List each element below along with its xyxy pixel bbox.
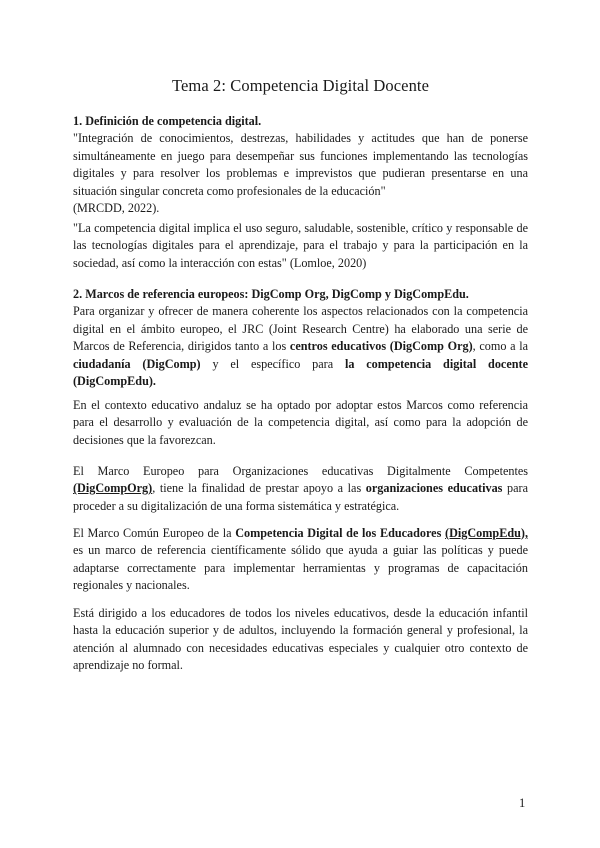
paragraph-educators	[73, 605, 528, 675]
text-run: , como a la	[472, 339, 528, 354]
paragraph-digcompedu-text	[73, 525, 528, 595]
bold-centros-educativos: centros educativos (DigComp Org)	[289, 339, 473, 354]
text-run: para proceder a su digitalización de una forma sistemática y estratégica.	[73, 481, 528, 513]
paragraph-digcomporg	[73, 463, 528, 515]
quote-lomloe	[73, 220, 528, 272]
quote-lomloe-text: "La competencia digital implica el uso seguro, saludable, sostenible, crítico y responsable de las tecnologías digitales para el aprendizaje, para el trabajo y para la participación en la sociedad, así como la interacción con estas" (Lomloe, 2020)	[73, 221, 528, 270]
section-heading-definition: 1. Definición de competencia digital.	[73, 114, 262, 128]
bold-digcompedu: (DigCompEdu),	[445, 526, 528, 540]
quote-mrcdd: "Integración de conocimientos, destrezas, habilidades y actitudes que han de ponerse simultáneamente en juego para desempeñar sus funciones implementando las tecnologías digitales y para resolver los problemas e imprevistos que pudieran presentarse en una situación singular concreta como profesionales de la educación"	[73, 131, 528, 198]
text-run: es un marco de referencia científicamente sólido que ayuda a guiar las políticas y puede adaptarse correctamente para implementar herramientas y programas de capacitación regionales y nacionales.	[73, 543, 528, 593]
section-definition	[73, 113, 528, 217]
text-run: El Marco Europeo para Organizaciones educativas Digitalmente Competentes	[73, 464, 528, 478]
document-title: Tema 2: Competencia Digital Docente	[171, 76, 430, 95]
paragraph-educators-text: Está dirigido a los educadores de todos los niveles educativos, desde la educación infantil hasta la educación superior y de adultos, incluyendo la formación general y profesional, la atención al alumnado con necesidades educativas especiales y cualquier otro contexto de aprendizaje no formal.	[73, 606, 528, 673]
bold-competencia-docente: la competencia digital docente (DigCompEdu).	[73, 356, 528, 389]
paragraph-andalucia	[73, 397, 528, 449]
paragraph-digcompedu	[73, 525, 528, 595]
paragraph-frameworks-intro	[73, 303, 528, 390]
bold-ciudadania: ciudadanía (DigComp)	[73, 356, 201, 371]
page-number: 1	[519, 796, 526, 810]
bold-digcomporg: (DigCompOrg)	[73, 481, 153, 496]
section-heading-frameworks: 2. Marcos de referencia europeos: DigComp Org, DigComp y DigCompEdu.	[73, 287, 469, 301]
paragraph-andalucia-text: En el contexto educativo andaluz se ha optado por adoptar estos Marcos como referencia para el desarrollo y evaluación de la competencia digital, así como para la adopción de decisiones que la favorezcan.	[73, 398, 528, 447]
text-run: y el específico para	[200, 356, 345, 371]
bold-competencia-educadores: Competencia Digital de los Educadores	[235, 526, 442, 540]
text-run: El Marco Común Europeo de la	[73, 526, 236, 540]
paragraph-digcomporg-text	[73, 463, 528, 515]
citation-mrcdd: (MRCDD, 2022).	[73, 201, 160, 216]
text-run: Para organizar y ofrecer de manera coherente los aspectos relacionados con la competencia digital en el ámbito europeo, el JRC (Joint Research Centre) ha elaborado una serie de Marcos de Referencia, dirigidos tanto a los	[73, 304, 528, 354]
bold-organizaciones-educativas: organizaciones educativas	[365, 481, 503, 496]
section-frameworks	[73, 286, 528, 390]
text-run: , tiene la finalidad de prestar apoyo a las	[152, 481, 366, 496]
